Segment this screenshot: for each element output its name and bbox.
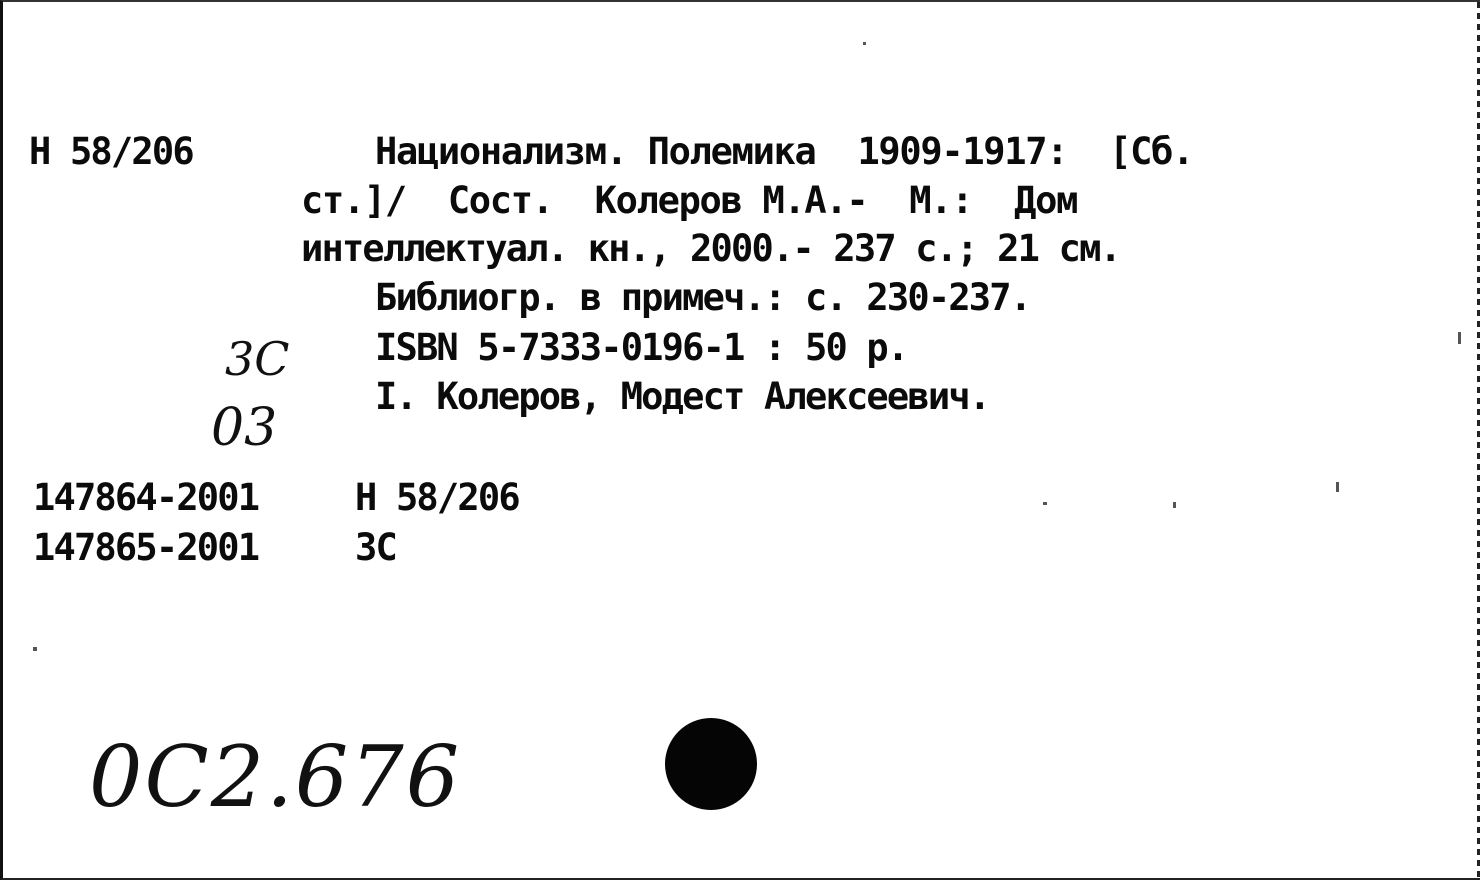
holding-location-1: Н 58/206 [355,476,519,519]
entry-line-compiler: ст.]/ Сост. Колеров М.А.- М.: Дом [301,179,1078,222]
scan-speck [1043,502,1047,505]
note-added-entry: I. Колеров, Модест Алексеевич. [375,375,990,418]
handwritten-mark-3c: 3С [225,332,290,386]
holding-location-2: 3С [355,526,396,569]
entry-line-title: Национализм. Полемика 1909-1917: [Сб. [375,130,1194,173]
filing-hole [665,718,757,810]
scan-speck [33,647,37,651]
note-bibliography: Библиогр. в примеч.: с. 230-237. [375,276,1031,319]
shelfmark: Н 58/206 [29,130,193,173]
scan-speck [1458,332,1461,344]
handwritten-mark-03: 03 [211,398,278,458]
note-isbn: ISBN 5-7333-0196-1 : 50 р. [375,326,908,369]
holding-inventory-2: 147865-2001 [33,526,259,569]
scan-speck [1173,502,1176,508]
holding-inventory-1: 147864-2001 [33,476,259,519]
handwritten-code: 0С2.676 [89,728,462,826]
entry-line-publisher: интеллектуал. кн., 2000.- 237 с.; 21 см. [301,227,1121,270]
scan-speck [1336,482,1339,492]
scan-speck [863,42,866,45]
